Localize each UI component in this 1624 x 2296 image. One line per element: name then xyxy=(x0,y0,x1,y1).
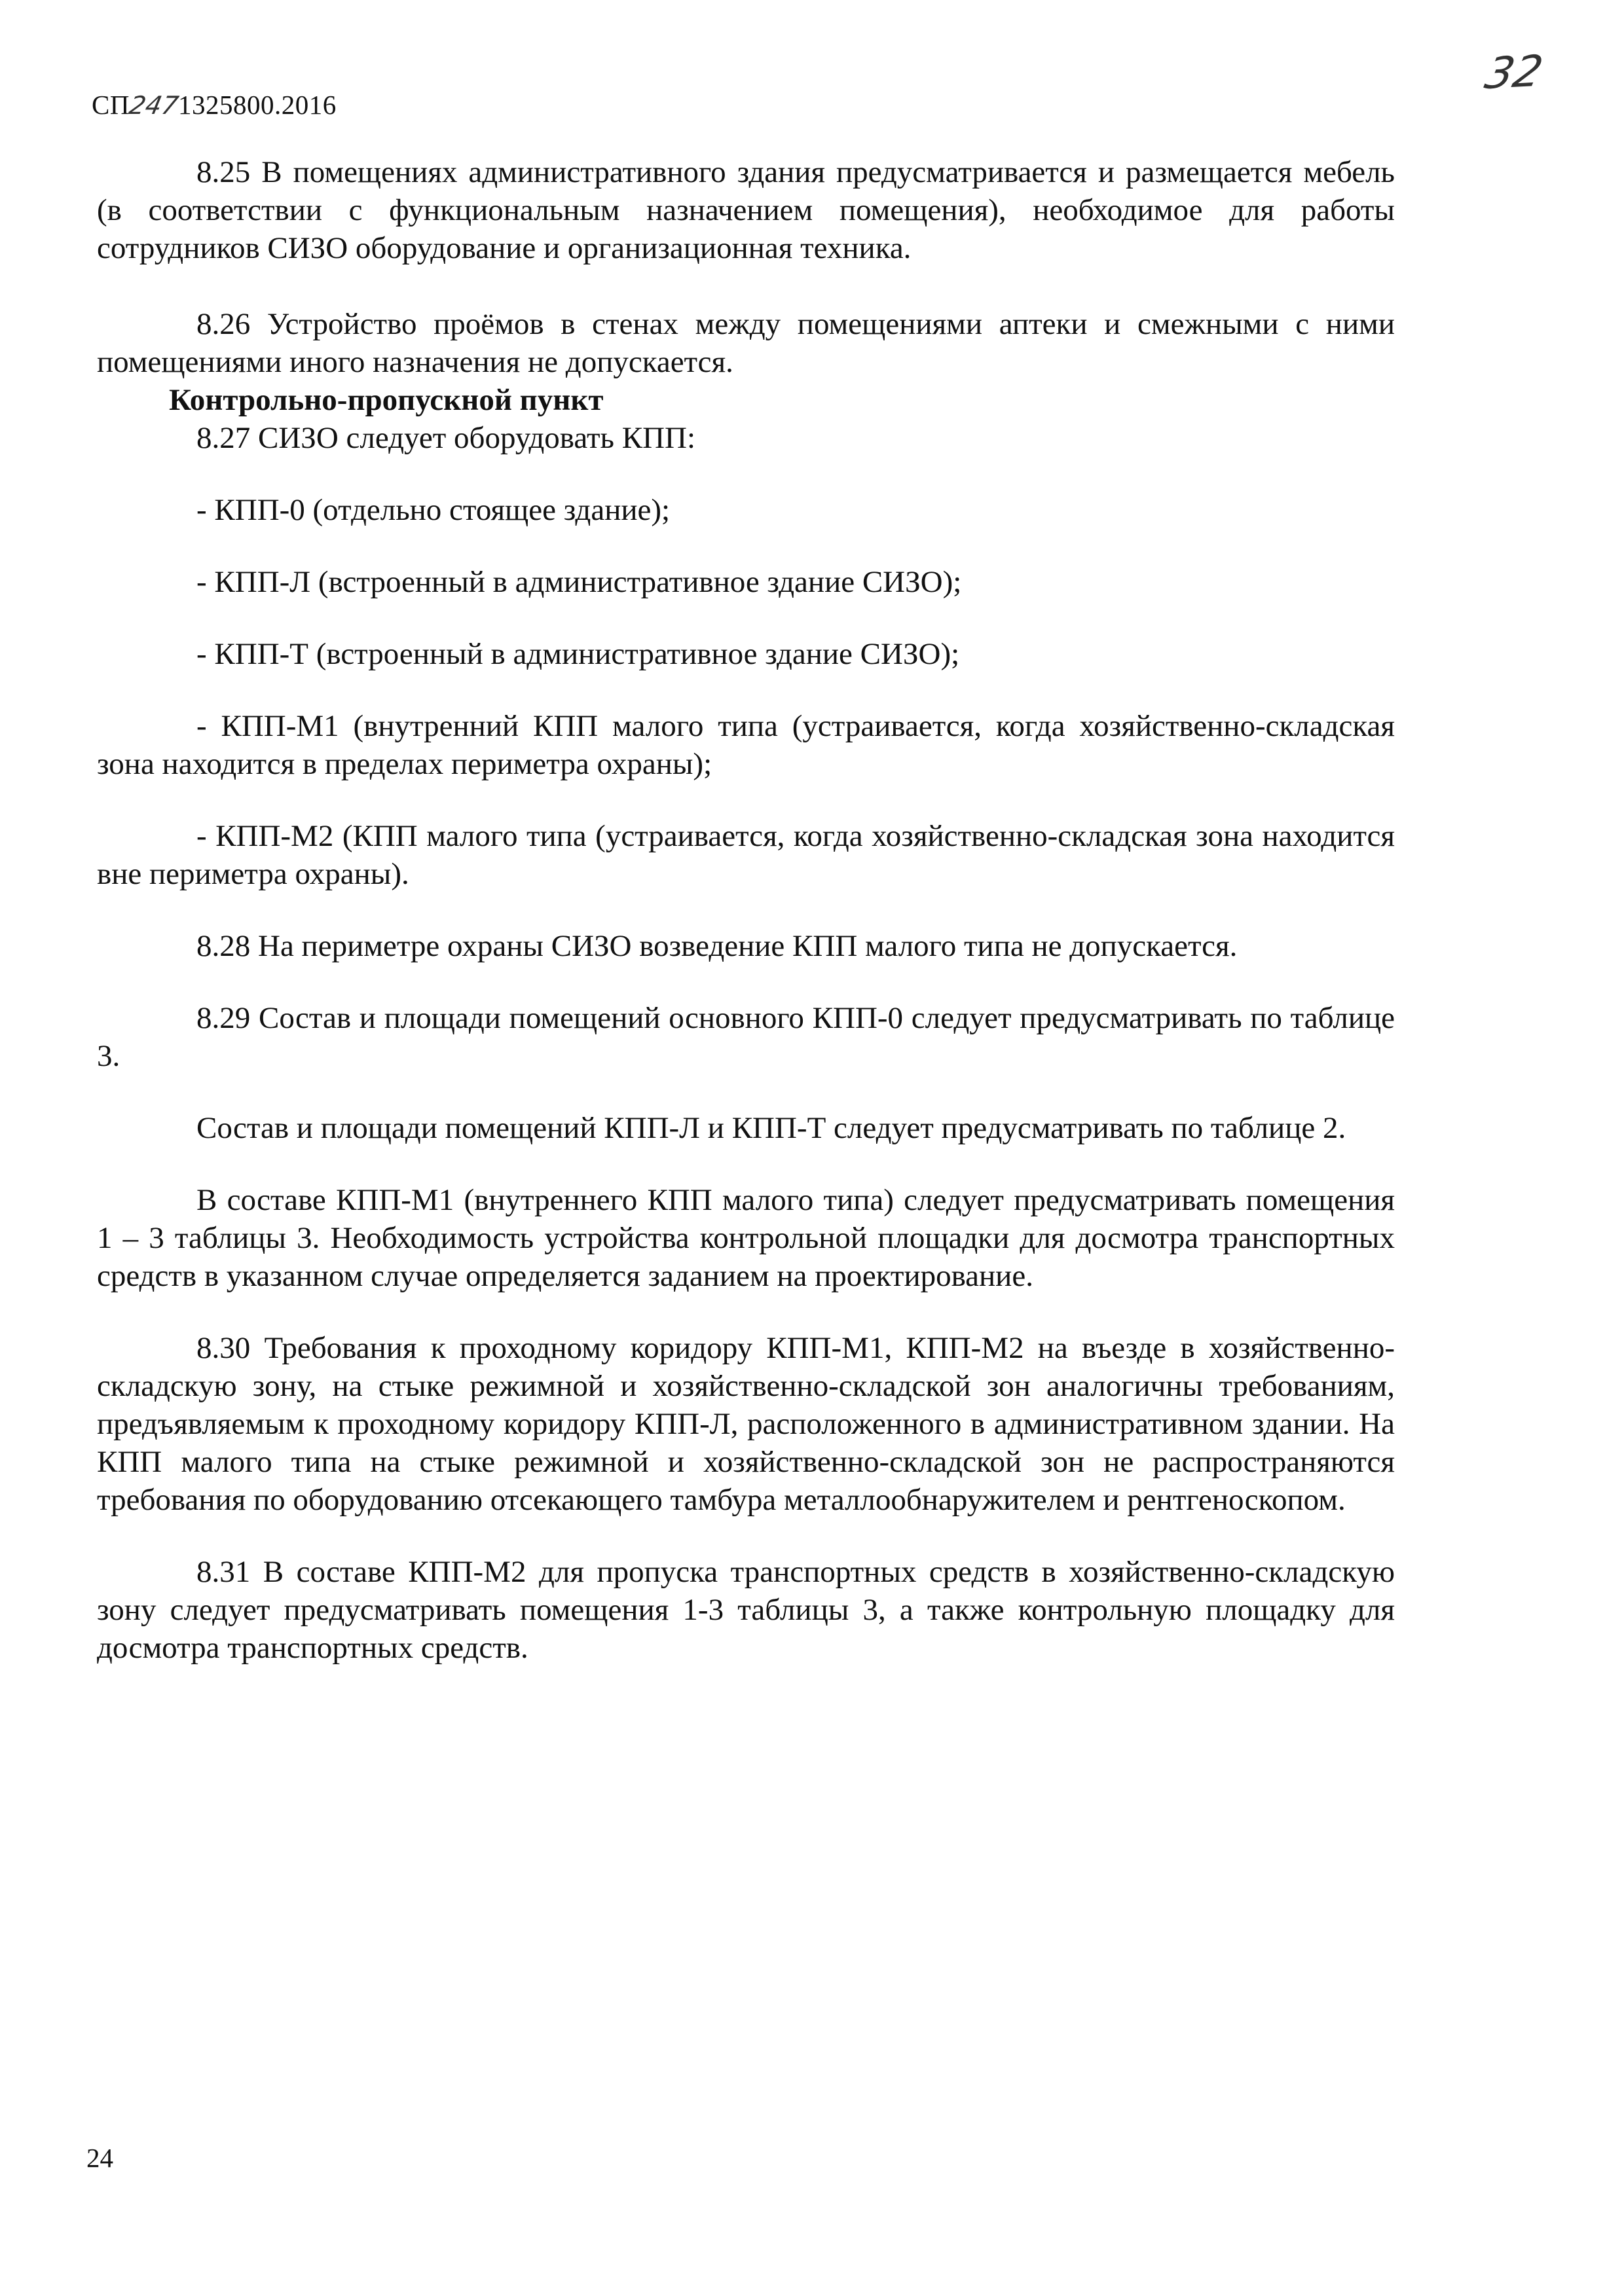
code-prefix: СП xyxy=(92,90,130,120)
section-heading: Контрольно-пропускной пункт xyxy=(169,383,604,417)
list-item-kpp-l: - КПП-Л (встроенный в административное здание СИЗО); xyxy=(196,565,962,599)
paragraph-8-29-kpp-l-t: Состав и площади помещений КПП-Л и КПП-Т следует предусматривать по таблице 2. xyxy=(196,1111,1346,1145)
list-item-kpp-m1: - КПП-М1 (внутренний КПП малого типа (устраивается, когда хозяйственно-складская зона находится в пределах периметра охраны); xyxy=(97,709,1395,781)
paragraph-8-25: 8.25 В помещениях административного здания предусматривается и размещается мебель (в соответствии с функциональным назначением помещения), необходимое для работы сотрудников СИЗО оборудование и организационная техника. xyxy=(97,155,1395,265)
paragraph-8-28: 8.28 На периметре охраны СИЗО возведение КПП малого типа не допускается. xyxy=(196,929,1238,963)
paragraph-8-29-kpp-m1: В составе КПП-М1 (внутреннего КПП малого типа) следует предусматривать помещения 1 – 3 таблицы 3. Необходимость устройства контрольной площадки для досмотра транспортных средств в указанном случае определяется заданием на проектирование. xyxy=(97,1183,1395,1293)
list-item-kpp-0: - КПП-0 (отдельно стоящее здание); xyxy=(196,493,671,527)
document-body xyxy=(97,153,1395,1667)
list-item-kpp-t: - КПП-Т (встроенный в административное здание СИЗО); xyxy=(196,637,960,671)
handwritten-page-number: 32 xyxy=(1481,45,1547,100)
page-number: 24 xyxy=(86,2143,113,2173)
handwritten-code-number: 247 xyxy=(126,91,181,120)
paragraph-8-30: 8.30 Требования к проходному коридору КПП-М1, КПП-М2 на въезде в хозяйственно-складскую зону, на стыке режимной и хозяйственно-складской зон аналогичны требованиям, предъявляемым к проходному коридору КПП-Л, расположенного в административном здании. На КПП малого типа на стыке режимной и хозяйственно-складской зон не распространяются требования по оборудованию отсекающего тамбура металлообнаружителем и рентгеноскопом. xyxy=(97,1331,1395,1517)
paragraph-8-26: 8.26 Устройство проёмов в стенах между помещениями аптеки и смежными с ними помещениями иного назначения не допускается. xyxy=(97,307,1395,379)
code-suffix: 1325800.2016 xyxy=(178,90,337,120)
paragraph-8-31: 8.31 В составе КПП-М2 для пропуска транспортных средств в хозяйственно-складскую зону следует предусматривать помещения 1-3 таблицы 3, а также контрольную площадку для досмотра транспортных средств. xyxy=(97,1555,1395,1665)
document-code xyxy=(92,89,337,120)
paragraph-8-29: 8.29 Состав и площади помещений основного КПП-0 следует предусматривать по таблице 3. xyxy=(97,1001,1395,1073)
list-item-kpp-m2: - КПП-М2 (КПП малого типа (устраивается, когда хозяйственно-складская зона находится вне периметра охраны). xyxy=(97,819,1395,891)
paragraph-8-27: 8.27 СИЗО следует оборудовать КПП: xyxy=(196,421,696,455)
